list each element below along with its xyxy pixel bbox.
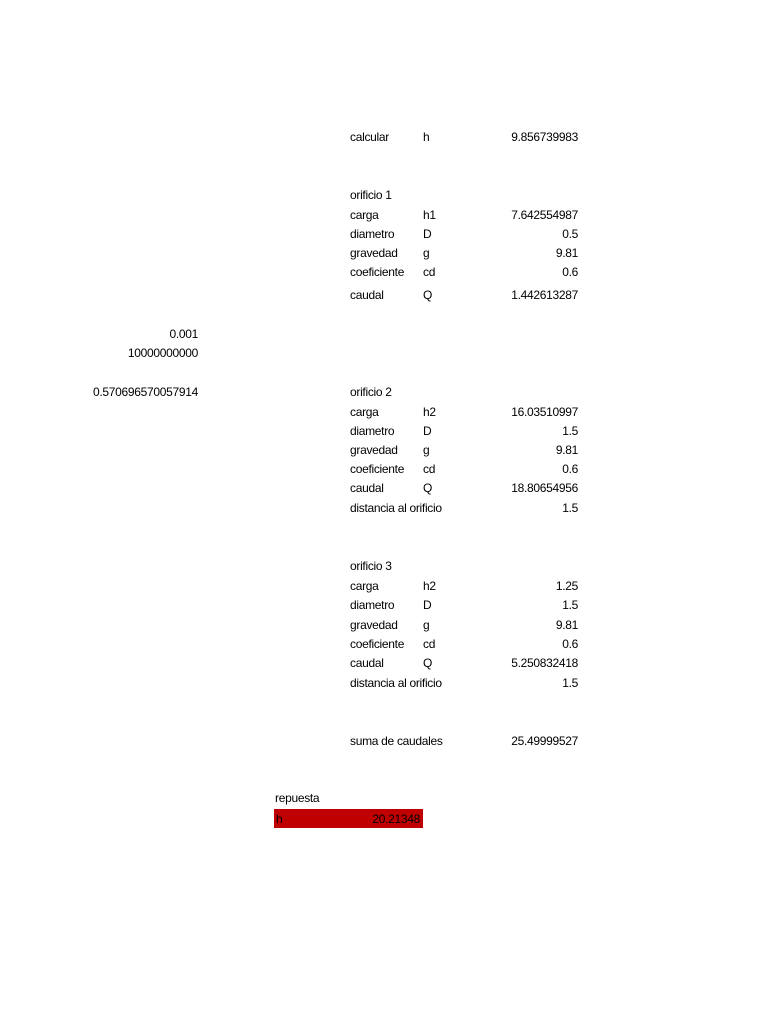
orifice2-value: 0.6 xyxy=(562,462,578,476)
sum-value: 25.49999527 xyxy=(511,734,578,748)
orifice3-symbol: D xyxy=(423,598,432,612)
calc-symbol: h xyxy=(423,130,430,144)
answer-title: repuesta xyxy=(275,791,320,805)
orifice1-value: 1.442613287 xyxy=(511,288,578,302)
left-value-b: 10000000000 xyxy=(127,346,198,360)
orifice2-symbol: cd xyxy=(423,462,436,476)
orifice1-symbol: D xyxy=(423,227,432,241)
orifice2-value: 18.80654956 xyxy=(511,481,578,495)
orifice2-label: caudal xyxy=(350,481,384,495)
orifice3-label: gravedad xyxy=(350,618,398,632)
orifice2-title: orificio 2 xyxy=(350,385,392,399)
orifice3-value: 9.81 xyxy=(555,618,578,632)
orifice3-value: 1.5 xyxy=(562,598,578,612)
orifice2-label: coeficiente xyxy=(350,462,405,476)
orifice3-symbol: cd xyxy=(423,637,436,651)
orifice1-symbol: cd xyxy=(423,265,436,279)
orifice3-symbol: Q xyxy=(423,656,433,670)
orifice3-value: 0.6 xyxy=(562,637,578,651)
orifice1-title: orificio 1 xyxy=(350,188,392,202)
orifice2-label: diametro xyxy=(350,424,395,438)
orifice1-value: 7.642554987 xyxy=(511,208,578,222)
orifice2-label: gravedad xyxy=(350,443,398,457)
orifice3-value: 1.5 xyxy=(562,676,578,690)
orifice2-symbol: h2 xyxy=(423,405,436,419)
orifice3-label: carga xyxy=(350,579,379,593)
orifice1-label: caudal xyxy=(350,288,384,302)
orifice2-symbol: g xyxy=(423,443,430,457)
sum-label: suma de caudales xyxy=(350,734,443,748)
left-value-a: 0.001 xyxy=(169,327,198,341)
orifice3-value: 1.25 xyxy=(555,579,578,593)
orifice1-label: carga xyxy=(350,208,379,222)
orifice1-value: 0.5 xyxy=(562,227,578,241)
orifice1-symbol: h1 xyxy=(423,208,436,222)
orifice3-symbol: h2 xyxy=(423,579,436,593)
orifice1-label: diametro xyxy=(350,227,395,241)
orifice3-value: 5.250832418 xyxy=(511,656,578,670)
orifice3-label: distancia al orificio xyxy=(350,676,442,690)
orifice2-symbol: D xyxy=(423,424,432,438)
orifice2-value: 1.5 xyxy=(562,501,578,515)
orifice2-value: 16.03510997 xyxy=(511,405,578,419)
orifice1-value: 9.81 xyxy=(555,246,578,260)
answer-symbol: h xyxy=(276,812,283,826)
calc-value: 9.856739983 xyxy=(511,130,578,144)
answer-value: 20.21348 xyxy=(372,812,420,826)
calc-label: calcular xyxy=(350,130,389,144)
orifice1-label: gravedad xyxy=(350,246,398,260)
orifice3-label: caudal xyxy=(350,656,384,670)
orifice2-label: distancia al orificio xyxy=(350,501,442,515)
orifice3-label: diametro xyxy=(350,598,395,612)
left-value-c: 0.570696570057914 xyxy=(92,385,198,399)
orifice3-symbol: g xyxy=(423,618,430,632)
orifice1-label: coeficiente xyxy=(350,265,405,279)
orifice3-label: coeficiente xyxy=(350,637,405,651)
orifice2-label: carga xyxy=(350,405,379,419)
orifice2-value: 1.5 xyxy=(562,424,578,438)
orifice1-value: 0.6 xyxy=(562,265,578,279)
orifice1-symbol: g xyxy=(423,246,430,260)
orifice1-symbol: Q xyxy=(423,288,433,302)
orifice2-value: 9.81 xyxy=(555,443,578,457)
orifice3-title: orificio 3 xyxy=(350,559,392,573)
orifice2-symbol: Q xyxy=(423,481,433,495)
